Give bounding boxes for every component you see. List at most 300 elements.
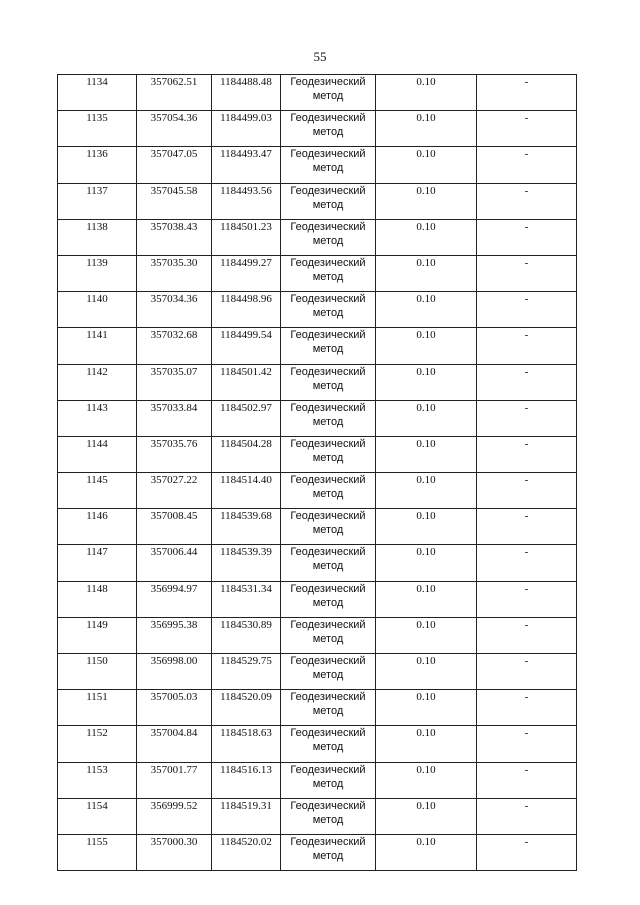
x-coordinate: 357035.76: [150, 437, 198, 450]
accuracy-value-cell: [376, 581, 477, 617]
determination-method-cell: [281, 183, 376, 219]
method-line: Геодезический: [290, 691, 366, 704]
y-coordinate: 1184516.13: [220, 763, 272, 776]
y-coordinate-cell: [212, 75, 281, 111]
x-coordinate: 357054.36: [150, 112, 198, 125]
accuracy-value: 0.10: [416, 546, 436, 559]
accuracy-value: 0.10: [416, 618, 436, 631]
x-coordinate: 357008.45: [150, 510, 198, 523]
x-coordinate: 357032.68: [150, 329, 198, 342]
y-coordinate-cell: [212, 436, 281, 472]
note-value: -: [524, 293, 529, 306]
accuracy-value-cell: [376, 255, 477, 291]
method-line: Геодезический: [290, 148, 366, 161]
point-number: 1148: [86, 582, 108, 595]
accuracy-value: 0.10: [416, 112, 436, 125]
y-coordinate: 1184502.97: [220, 401, 272, 414]
point-number-cell: [58, 436, 137, 472]
method-line: метод: [312, 90, 344, 102]
x-coordinate-cell: [137, 581, 212, 617]
x-coordinate-cell: [137, 545, 212, 581]
point-number-cell: [58, 509, 137, 545]
x-coordinate-cell: [137, 834, 212, 870]
table-row: [58, 509, 577, 545]
method-line: метод: [312, 488, 344, 501]
point-number: 1140: [86, 293, 108, 306]
point-number: 1145: [86, 474, 108, 487]
note-value: -: [524, 437, 529, 450]
accuracy-value-cell: [376, 147, 477, 183]
accuracy-value-cell: [376, 111, 477, 147]
method-line: метод: [312, 849, 344, 862]
point-number-cell: [58, 473, 137, 509]
method-line: Геодезический: [290, 546, 366, 559]
determination-method-cell: [281, 762, 376, 798]
note-value: -: [524, 546, 529, 559]
x-coordinate: 357000.30: [150, 835, 198, 848]
y-coordinate-cell: [212, 255, 281, 291]
method-line: метод: [312, 777, 344, 790]
note-value: -: [524, 799, 529, 812]
method-line: Геодезический: [290, 655, 366, 667]
note-value: -: [524, 474, 529, 487]
note-value-cell: [477, 690, 577, 726]
accuracy-value: 0.10: [416, 763, 436, 776]
accuracy-value: 0.10: [416, 256, 436, 269]
y-coordinate-cell: [212, 690, 281, 726]
x-coordinate: 357034.36: [150, 293, 198, 306]
accuracy-value-cell: [376, 654, 477, 690]
y-coordinate: 1184488.48: [220, 76, 272, 88]
accuracy-value: 0.10: [416, 655, 436, 667]
table-row: [58, 364, 577, 400]
y-coordinate: 1184499.27: [220, 256, 272, 269]
accuracy-value-cell: [376, 762, 477, 798]
y-coordinate-cell: [212, 509, 281, 545]
note-value: -: [524, 148, 529, 161]
x-coordinate-cell: [137, 473, 212, 509]
accuracy-value: 0.10: [416, 582, 436, 595]
note-value-cell: [477, 364, 577, 400]
table-row: [58, 834, 577, 870]
accuracy-value: 0.10: [416, 474, 436, 487]
point-number: 1138: [86, 220, 108, 233]
y-coordinate: 1184498.96: [220, 293, 272, 306]
note-value-cell: [477, 762, 577, 798]
point-number-cell: [58, 219, 137, 255]
method-line: Геодезический: [290, 293, 366, 306]
method-line: метод: [312, 524, 344, 537]
accuracy-value-cell: [376, 75, 477, 111]
determination-method-cell: [281, 690, 376, 726]
note-value: -: [524, 184, 529, 197]
point-number: 1139: [86, 256, 108, 269]
note-value-cell: [477, 292, 577, 328]
point-number-cell: [58, 183, 137, 219]
coordinates-table: [57, 74, 577, 871]
y-coordinate-cell: [212, 581, 281, 617]
accuracy-value: 0.10: [416, 329, 436, 342]
method-line: Геодезический: [290, 618, 366, 631]
point-number-cell: [58, 545, 137, 581]
determination-method-cell: [281, 364, 376, 400]
point-number-cell: [58, 400, 137, 436]
y-coordinate-cell: [212, 617, 281, 653]
y-coordinate-cell: [212, 328, 281, 364]
method-line: метод: [312, 632, 344, 645]
y-coordinate: 1184539.39: [220, 546, 272, 559]
method-line: метод: [312, 415, 344, 428]
x-coordinate: 357038.43: [150, 220, 198, 233]
determination-method-cell: [281, 654, 376, 690]
point-number-cell: [58, 654, 137, 690]
method-line: Геодезический: [290, 763, 366, 776]
y-coordinate: 1184518.63: [220, 727, 272, 740]
method-line: Геодезический: [290, 510, 366, 523]
method-line: Геодезический: [290, 365, 366, 378]
accuracy-value: 0.10: [416, 510, 436, 523]
accuracy-value-cell: [376, 292, 477, 328]
note-value: -: [524, 691, 529, 704]
point-number: 1149: [86, 618, 108, 631]
method-line: Геодезический: [290, 835, 366, 848]
method-line: метод: [312, 198, 344, 211]
table-row: [58, 690, 577, 726]
accuracy-value-cell: [376, 364, 477, 400]
note-value: -: [524, 401, 529, 414]
table-row: [58, 654, 577, 690]
x-coordinate-cell: [137, 762, 212, 798]
note-value-cell: [477, 111, 577, 147]
accuracy-value-cell: [376, 473, 477, 509]
method-line: метод: [312, 343, 344, 356]
method-line: Геодезический: [290, 582, 366, 595]
y-coordinate: 1184520.09: [220, 691, 272, 704]
x-coordinate: 357006.44: [150, 546, 198, 559]
accuracy-value-cell: [376, 183, 477, 219]
method-line: Геодезический: [290, 401, 366, 414]
accuracy-value-cell: [376, 690, 477, 726]
table-row: [58, 219, 577, 255]
y-coordinate-cell: [212, 654, 281, 690]
table-row: [58, 762, 577, 798]
x-coordinate: 357035.30: [150, 256, 198, 269]
y-coordinate-cell: [212, 726, 281, 762]
accuracy-value-cell: [376, 328, 477, 364]
point-number: 1155: [86, 835, 108, 848]
point-number: 1144: [86, 437, 108, 450]
x-coordinate: 357062.51: [150, 76, 198, 88]
y-coordinate: 1184520.02: [220, 835, 272, 848]
x-coordinate: 357005.03: [150, 691, 198, 704]
y-coordinate-cell: [212, 545, 281, 581]
y-coordinate-cell: [212, 400, 281, 436]
y-coordinate: 1184493.56: [220, 184, 272, 197]
note-value: -: [524, 835, 529, 848]
point-number-cell: [58, 762, 137, 798]
note-value-cell: [477, 436, 577, 472]
determination-method-cell: [281, 509, 376, 545]
method-line: Геодезический: [290, 256, 366, 269]
method-line: Геодезический: [290, 474, 366, 487]
accuracy-value: 0.10: [416, 76, 436, 88]
note-value-cell: [477, 255, 577, 291]
y-coordinate: 1184493.47: [220, 148, 272, 161]
table-row: [58, 183, 577, 219]
x-coordinate: 356998.00: [150, 655, 198, 667]
x-coordinate: 357001.77: [150, 763, 198, 776]
determination-method-cell: [281, 473, 376, 509]
method-line: метод: [312, 126, 344, 139]
point-number: 1152: [86, 727, 108, 740]
y-coordinate: 1184529.75: [220, 655, 272, 667]
determination-method-cell: [281, 400, 376, 436]
accuracy-value: 0.10: [416, 184, 436, 197]
point-number-cell: [58, 834, 137, 870]
accuracy-value-cell: [376, 545, 477, 581]
point-number-cell: [58, 147, 137, 183]
method-line: метод: [312, 705, 344, 718]
note-value: -: [524, 256, 529, 269]
y-coordinate-cell: [212, 147, 281, 183]
x-coordinate-cell: [137, 436, 212, 472]
x-coordinate: 357035.07: [150, 365, 198, 378]
determination-method-cell: [281, 255, 376, 291]
determination-method-cell: [281, 726, 376, 762]
table-row: [58, 545, 577, 581]
y-coordinate-cell: [212, 834, 281, 870]
accuracy-value: 0.10: [416, 220, 436, 233]
accuracy-value: 0.10: [416, 691, 436, 704]
table-row: [58, 75, 577, 111]
y-coordinate-cell: [212, 364, 281, 400]
page-number: 55: [313, 49, 327, 64]
method-line: метод: [312, 560, 344, 573]
x-coordinate-cell: [137, 726, 212, 762]
accuracy-value: 0.10: [416, 799, 436, 812]
method-line: метод: [312, 741, 344, 754]
point-number: 1141: [86, 329, 108, 342]
table-row: [58, 473, 577, 509]
point-number-cell: [58, 617, 137, 653]
point-number-cell: [58, 328, 137, 364]
method-line: Геодезический: [290, 437, 366, 450]
method-line: Геодезический: [290, 799, 366, 812]
table-row: [58, 581, 577, 617]
method-line: Геодезический: [290, 184, 366, 197]
coordinates-table-body: [58, 75, 577, 871]
y-coordinate-cell: [212, 762, 281, 798]
y-coordinate-cell: [212, 183, 281, 219]
determination-method-cell: [281, 147, 376, 183]
accuracy-value: 0.10: [416, 401, 436, 414]
point-number-cell: [58, 581, 137, 617]
accuracy-value: 0.10: [416, 835, 436, 848]
y-coordinate: 1184530.89: [220, 618, 272, 631]
y-coordinate-cell: [212, 111, 281, 147]
table-row: [58, 726, 577, 762]
note-value: -: [524, 365, 529, 378]
accuracy-value-cell: [376, 726, 477, 762]
point-number-cell: [58, 111, 137, 147]
accuracy-value-cell: [376, 400, 477, 436]
table-row: [58, 111, 577, 147]
x-coordinate-cell: [137, 183, 212, 219]
determination-method-cell: [281, 617, 376, 653]
point-number-cell: [58, 690, 137, 726]
x-coordinate: 357033.84: [150, 401, 198, 414]
note-value: -: [524, 582, 529, 595]
note-value: -: [524, 76, 529, 88]
determination-method-cell: [281, 834, 376, 870]
method-line: Геодезический: [290, 112, 366, 125]
x-coordinate-cell: [137, 400, 212, 436]
accuracy-value: 0.10: [416, 365, 436, 378]
note-value: -: [524, 655, 529, 667]
accuracy-value-cell: [376, 219, 477, 255]
method-line: Геодезический: [290, 727, 366, 740]
x-coordinate: 356995.38: [150, 618, 198, 631]
accuracy-value: 0.10: [416, 727, 436, 740]
note-value-cell: [477, 219, 577, 255]
table-row: [58, 292, 577, 328]
method-line: метод: [312, 162, 344, 175]
point-number: 1136: [86, 148, 108, 161]
method-line: метод: [312, 379, 344, 392]
table-row: [58, 147, 577, 183]
determination-method-cell: [281, 292, 376, 328]
point-number-cell: [58, 292, 137, 328]
determination-method-cell: [281, 436, 376, 472]
point-number-cell: [58, 798, 137, 834]
table-row: [58, 617, 577, 653]
y-coordinate: 1184504.28: [220, 437, 272, 450]
x-coordinate: 357027.22: [150, 474, 198, 487]
note-value: -: [524, 763, 529, 776]
x-coordinate-cell: [137, 654, 212, 690]
accuracy-value-cell: [376, 834, 477, 870]
x-coordinate-cell: [137, 690, 212, 726]
determination-method-cell: [281, 545, 376, 581]
table-row: [58, 798, 577, 834]
point-number: 1150: [86, 655, 108, 667]
y-coordinate: 1184514.40: [220, 474, 272, 487]
y-coordinate: 1184499.03: [220, 112, 272, 125]
method-line: метод: [312, 234, 344, 247]
method-line: Геодезический: [290, 220, 366, 233]
x-coordinate: 356999.52: [150, 799, 198, 812]
note-value: -: [524, 329, 529, 342]
note-value-cell: [477, 654, 577, 690]
point-number: 1151: [86, 691, 108, 704]
method-line: метод: [312, 596, 344, 609]
table-row: [58, 328, 577, 364]
accuracy-value-cell: [376, 509, 477, 545]
point-number: 1135: [86, 112, 108, 125]
y-coordinate-cell: [212, 292, 281, 328]
determination-method-cell: [281, 328, 376, 364]
method-line: метод: [312, 669, 344, 681]
x-coordinate-cell: [137, 798, 212, 834]
note-value-cell: [477, 581, 577, 617]
x-coordinate-cell: [137, 147, 212, 183]
y-coordinate-cell: [212, 798, 281, 834]
method-line: метод: [312, 813, 344, 826]
y-coordinate-cell: [212, 219, 281, 255]
table-row: [58, 436, 577, 472]
accuracy-value-cell: [376, 436, 477, 472]
determination-method-cell: [281, 219, 376, 255]
point-number-cell: [58, 726, 137, 762]
x-coordinate: 357047.05: [150, 148, 198, 161]
method-line: Геодезический: [290, 329, 366, 342]
point-number-cell: [58, 75, 137, 111]
point-number-cell: [58, 255, 137, 291]
note-value: -: [524, 618, 529, 631]
y-coordinate: 1184501.23: [220, 220, 272, 233]
y-coordinate-cell: [212, 473, 281, 509]
y-coordinate: 1184531.34: [220, 582, 272, 595]
note-value-cell: [477, 726, 577, 762]
point-number-cell: [58, 364, 137, 400]
x-coordinate: 356994.97: [150, 582, 198, 595]
note-value-cell: [477, 617, 577, 653]
point-number: 1143: [86, 401, 108, 414]
point-number: 1137: [86, 184, 108, 197]
method-line: метод: [312, 307, 344, 320]
x-coordinate: 357004.84: [150, 727, 198, 740]
determination-method-cell: [281, 111, 376, 147]
x-coordinate-cell: [137, 219, 212, 255]
note-value-cell: [477, 400, 577, 436]
determination-method-cell: [281, 581, 376, 617]
note-value: -: [524, 112, 529, 125]
x-coordinate: 357045.58: [150, 184, 198, 197]
x-coordinate-cell: [137, 75, 212, 111]
x-coordinate-cell: [137, 364, 212, 400]
x-coordinate-cell: [137, 111, 212, 147]
note-value-cell: [477, 473, 577, 509]
x-coordinate-cell: [137, 292, 212, 328]
note-value: -: [524, 510, 529, 523]
note-value: -: [524, 220, 529, 233]
note-value-cell: [477, 147, 577, 183]
x-coordinate-cell: [137, 255, 212, 291]
x-coordinate-cell: [137, 328, 212, 364]
point-number: 1142: [86, 365, 108, 378]
accuracy-value: 0.10: [416, 437, 436, 450]
point-number: 1153: [86, 763, 108, 776]
note-value-cell: [477, 509, 577, 545]
note-value-cell: [477, 798, 577, 834]
accuracy-value: 0.10: [416, 148, 436, 161]
note-value-cell: [477, 328, 577, 364]
accuracy-value: 0.10: [416, 293, 436, 306]
y-coordinate: 1184499.54: [220, 329, 272, 342]
note-value-cell: [477, 75, 577, 111]
determination-method-cell: [281, 75, 376, 111]
table-row: [58, 255, 577, 291]
note-value-cell: [477, 183, 577, 219]
point-number: 1134: [86, 76, 108, 88]
method-line: Геодезический: [290, 76, 366, 88]
note-value-cell: [477, 834, 577, 870]
method-line: метод: [312, 270, 344, 283]
determination-method-cell: [281, 798, 376, 834]
y-coordinate: 1184539.68: [220, 510, 272, 523]
y-coordinate: 1184519.31: [220, 799, 272, 812]
y-coordinate: 1184501.42: [220, 365, 272, 378]
